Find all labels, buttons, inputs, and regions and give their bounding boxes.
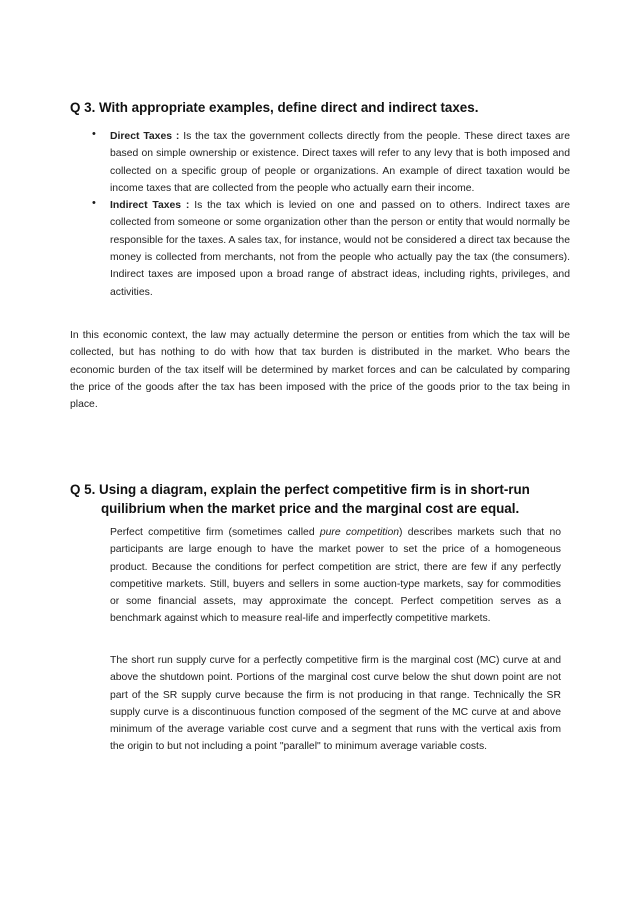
p1-after: ) describes markets such that no participants are large enough to have the market power to set the price of a homogeneous product. Because the conditions for perfect competition are strict, there are few if any perfectly competitive markets. Still, buyers and sellers in some auction-type markets, say for commodities or some financial assets, may approximate the concept. Perfect competition serves as a benchmark against which to measure real-life and imperfectly competitive markets. [110, 527, 561, 625]
direct-taxes-text [110, 128, 570, 197]
question-5-heading-line1: Q 5. Using a diagram, explain the perfect competitive firm is in short-run [70, 482, 530, 497]
question-3-heading: Q 3. With appropriate examples, define direct and indirect taxes. [70, 100, 479, 115]
economic-context-paragraph: In this economic context, the law may actually determine the person or entities from which the tax will be collected, but has nothing to do with how that tax burden is distributed in the market. Who bears the economic burden of the tax itself will be determined by market forces and can be calculated by comparing the price of the goods after the tax has been imposed with the price of the goods prior to the tax being in place. [70, 330, 570, 411]
bullet-icon: • [92, 128, 96, 140]
bullet-icon: • [92, 197, 96, 210]
perfect-competition-paragraph [110, 524, 561, 628]
indirect-taxes-definition: Is the tax which is levied on one and passed on to others. Indirect taxes are collected from someone or some organization other than the person or entity that would normally be responsible for the taxes. A sales tax, for instance, would not be considered a direct tax because the money is collected from merchants, not from the people who actually pay the tax (the consumers). Indirect taxes are imposed upon a broad range of abstract ideas, including rights, privileges, and activities. [110, 200, 570, 298]
question-5-heading [70, 480, 550, 518]
p1-italic-term: pure competition [319, 527, 400, 538]
list-item-indirect-taxes [92, 197, 570, 301]
list-item-direct-taxes [92, 128, 570, 197]
direct-taxes-definition: Is the tax the government collects directly from the people. These direct taxes are based on simple ownership or existence. Direct taxes will refer to any levy that is both imposed and collected on a specific group of people or organizations. An example of direct taxation would be income taxes that are collected from the people who actually earn their income. [110, 131, 570, 194]
q3-bullet-list [92, 128, 570, 301]
indirect-taxes-term: Indirect Taxes : [110, 200, 190, 212]
p1-before: Perfect competitive firm (sometimes called [110, 527, 320, 538]
direct-taxes-term: Direct Taxes : [110, 131, 180, 142]
indirect-taxes-text [110, 197, 570, 301]
question-5-heading-line2: quilibrium when the market price and the marginal cost are equal. [101, 501, 520, 516]
supply-curve-paragraph: The short run supply curve for a perfectly competitive firm is the marginal cost (MC) curve at and above the shutdown point. Portions of the marginal cost curve below the shut down point are not part of the SR supply curve because the firm is not producing in that range. Technically the SR supply curve is a discontinuous function composed of the segment of the MC curve at and above minimum of the average variable cost curve and a segment that runs with the vertical axis from the origin to but not including a point "parallel" to minimum average variable costs. [110, 655, 561, 753]
